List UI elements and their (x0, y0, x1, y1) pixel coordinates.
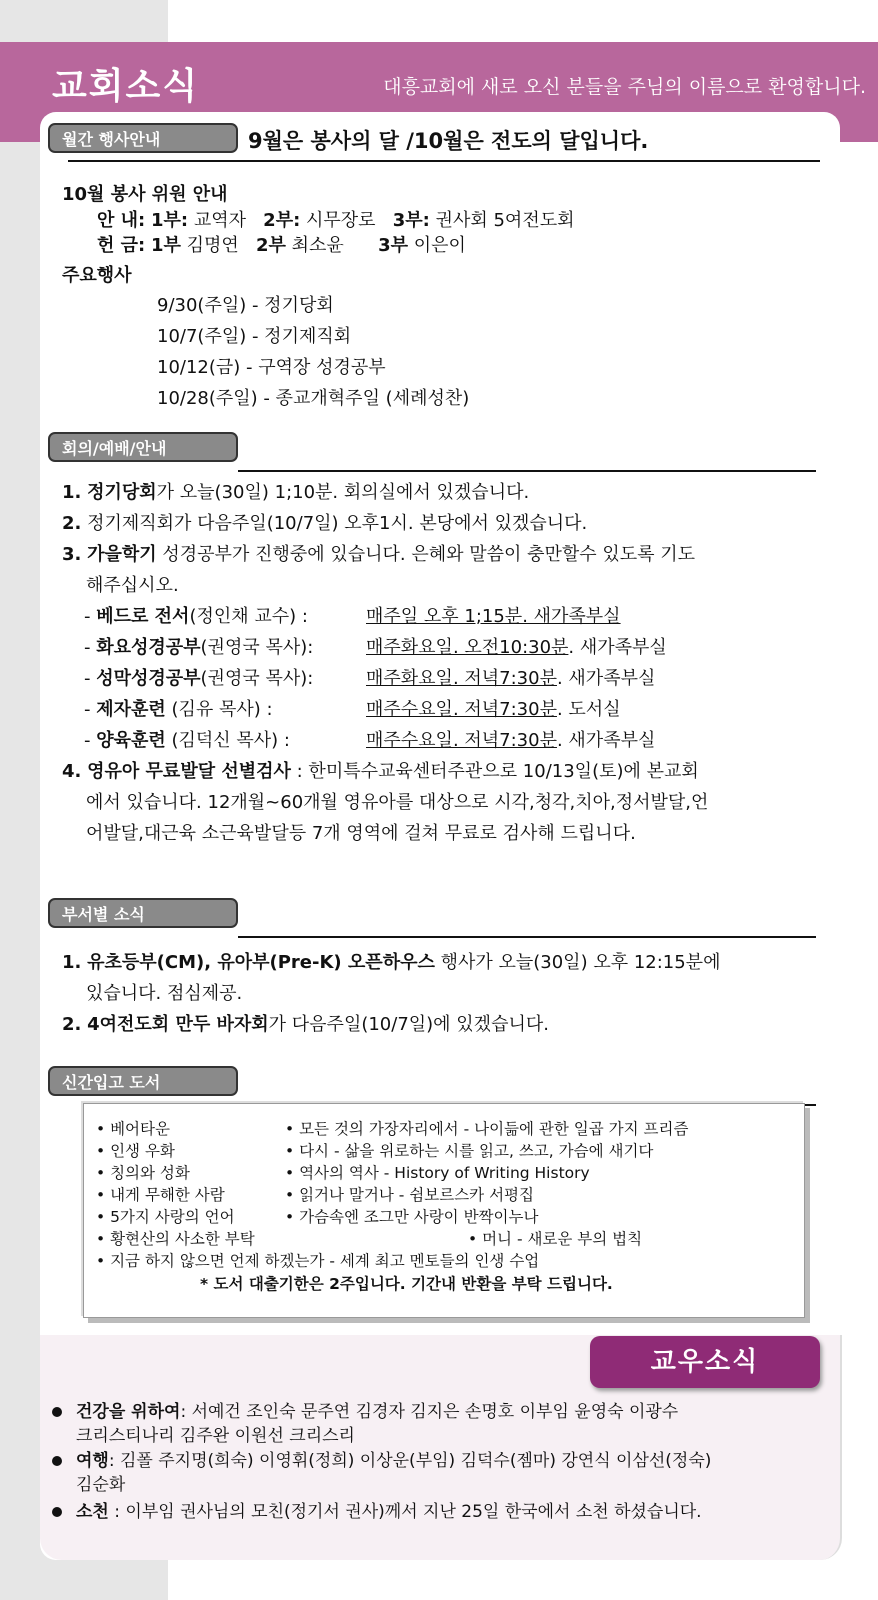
member-news-item-cont: 크리스티나리 김주완 이원선 크리스리 (76, 1426, 355, 1446)
event-item: 10/7(주일) - 정기제직회 (157, 326, 352, 347)
notice-item-4: 4. 영유아 무료발달 선별검사 : 한미특수교육센터주관으로 10/13일(토)에 본교회 (62, 761, 699, 782)
event-item: 9/30(주일) - 정기당회 (157, 295, 334, 316)
volunteer-title: 10월 봉사 위원 안내 (62, 184, 228, 205)
notice-item-1: 1. 정기당회가 오늘(30일) 1;10분. 회의실에서 있겠습니다. (62, 482, 530, 503)
welcome-subtitle: 대흥교회에 새로 오신 분들을 주님의 이름으로 환영합니다. (383, 76, 866, 98)
section-tab-meetings: 회의/예배/안내 (48, 432, 238, 462)
section-tab-departments: 부서별 소식 (48, 898, 238, 928)
member-news-item: 여행: 김폴 주지명(희숙) 이영휘(정희) 이상운(부임) 김덕수(젬마) 강연식 이삼선(정숙) (52, 1446, 711, 1471)
study-row: - 제자훈련 (김유 목사) : (84, 699, 273, 720)
bullet-icon (52, 1456, 62, 1466)
notice-item-2: 2. 정기제직회가 다음주일(10/7일) 오후1시. 본당에서 있겠습니다. (62, 513, 588, 534)
section-tab-books: 신간입고 도서 (48, 1066, 238, 1096)
page-title: 교회소식 (52, 66, 200, 107)
event-item: 10/28(주일) - 종교개혁주일 (세례성찬) (157, 388, 470, 409)
study-schedule: 매주수요일. 저녁7:30분. 도서실 (366, 699, 621, 720)
book-item: • 모든 것의 가장자리에서 - 나이듦에 관한 일곱 가지 프리즘 (285, 1120, 689, 1138)
member-news-title: 교우소식 (590, 1336, 820, 1388)
book-item: • 내게 무해한 사람 (96, 1186, 225, 1204)
study-row: - 성막성경공부(권영국 목사): (84, 668, 314, 689)
book-item: • 칭의와 성화 (96, 1164, 190, 1182)
dept-item-2: 2. 4여전도회 만두 바자회가 다음주일(10/7일)에 있겠습니다. (62, 1014, 549, 1035)
notice-item-3-cont: 해주십시오. (86, 575, 179, 596)
section-tab-monthly: 월간 행사안내 (48, 123, 238, 153)
book-item: • 읽거나 말거나 - 쉼보르스카 서평집 (285, 1186, 534, 1204)
study-row: - 화요성경공부(권영국 목사): (84, 637, 314, 658)
book-item: • 머니 - 새로운 부의 법칙 (468, 1230, 643, 1248)
event-item: 10/12(금) - 구역장 성경공부 (157, 357, 386, 378)
member-news-item: 건강을 위하여: 서예건 조인숙 문주연 김경자 김지은 손명호 이부임 윤영숙 이광수 (52, 1397, 678, 1422)
dept-item-1: 1. 유초등부(CM), 유아부(Pre-K) 오픈하우스 행사가 오늘(30일) 오후 12:15분에 (62, 952, 721, 973)
section-divider (238, 936, 816, 938)
study-schedule: 매주화요일. 저녁7:30분. 새가족부실 (366, 668, 656, 689)
notice-item-3: 3. 가을학기 성경공부가 진행중에 있습니다. 은혜와 말씀이 충만할수 있도록 기도 (62, 544, 696, 565)
study-schedule: 매주화요일. 오전10:30분. 새가족부실 (366, 637, 667, 658)
study-schedule: 매주일 오후 1;15분. 새가족부실 (366, 606, 621, 627)
study-schedule: 매주수요일. 저녁7:30분. 새가족부실 (366, 730, 656, 751)
notice-item-4-cont: 에서 있습니다. 12개월~60개월 영유아를 대상으로 시각,청각,치아,정서발달,언 (86, 792, 709, 813)
book-item: • 베어타운 (96, 1120, 170, 1138)
section-divider (238, 470, 816, 472)
member-news-item: 소천 : 이부임 권사님의 모친(정기서 권사)께서 지난 25일 한국에서 소천 하셨습니다. (52, 1497, 702, 1522)
book-item: • 황현산의 사소한 부탁 (96, 1230, 255, 1248)
book-item: • 역사의 역사 - History of Writing History (285, 1164, 590, 1182)
book-item: • 인생 우화 (96, 1142, 175, 1160)
book-item: • 5가지 사랑의 언어 (96, 1208, 235, 1226)
book-item: • 다시 - 삶을 위로하는 시를 읽고, 쓰고, 가슴에 새기다 (285, 1142, 654, 1160)
study-row: - 양육훈련 (김덕신 목사) : (84, 730, 290, 751)
events-title: 주요행사 (62, 265, 132, 286)
notice-item-4-cont: 어발달,대근육 소근육발달등 7개 영역에 걸쳐 무료로 검사해 드립니다. (86, 823, 636, 844)
monthly-headline: 9월은 봉사의 달 /10월은 전도의 달입니다. (248, 129, 649, 153)
study-row: - 베드로 전서(정인채 교수) : (84, 606, 308, 627)
volunteer-row-ushers: 안 내: 1부: 교역자 2부: 시무장로 3부: 권사회 5여전도회 (97, 210, 575, 231)
book-item: • 가슴속엔 조그만 사랑이 반짝이누나 (285, 1208, 539, 1226)
bullet-icon (52, 1407, 62, 1417)
book-item: • 지금 하지 않으면 언제 하겠는가 - 세계 최고 멘토들의 인생 수업 (96, 1252, 540, 1270)
section-divider (68, 160, 820, 162)
loan-note: * 도서 대출기한은 2주입니다. 기간내 반환을 부탁 드립니다. (200, 1275, 613, 1293)
dept-item-1-cont: 있습니다. 점심제공. (86, 983, 243, 1004)
volunteer-row-offering: 헌 금: 1부 김명연 2부 최소윤 3부 이은이 (97, 235, 466, 256)
bullet-icon (52, 1507, 62, 1517)
member-news-item-cont: 김순화 (76, 1475, 126, 1495)
